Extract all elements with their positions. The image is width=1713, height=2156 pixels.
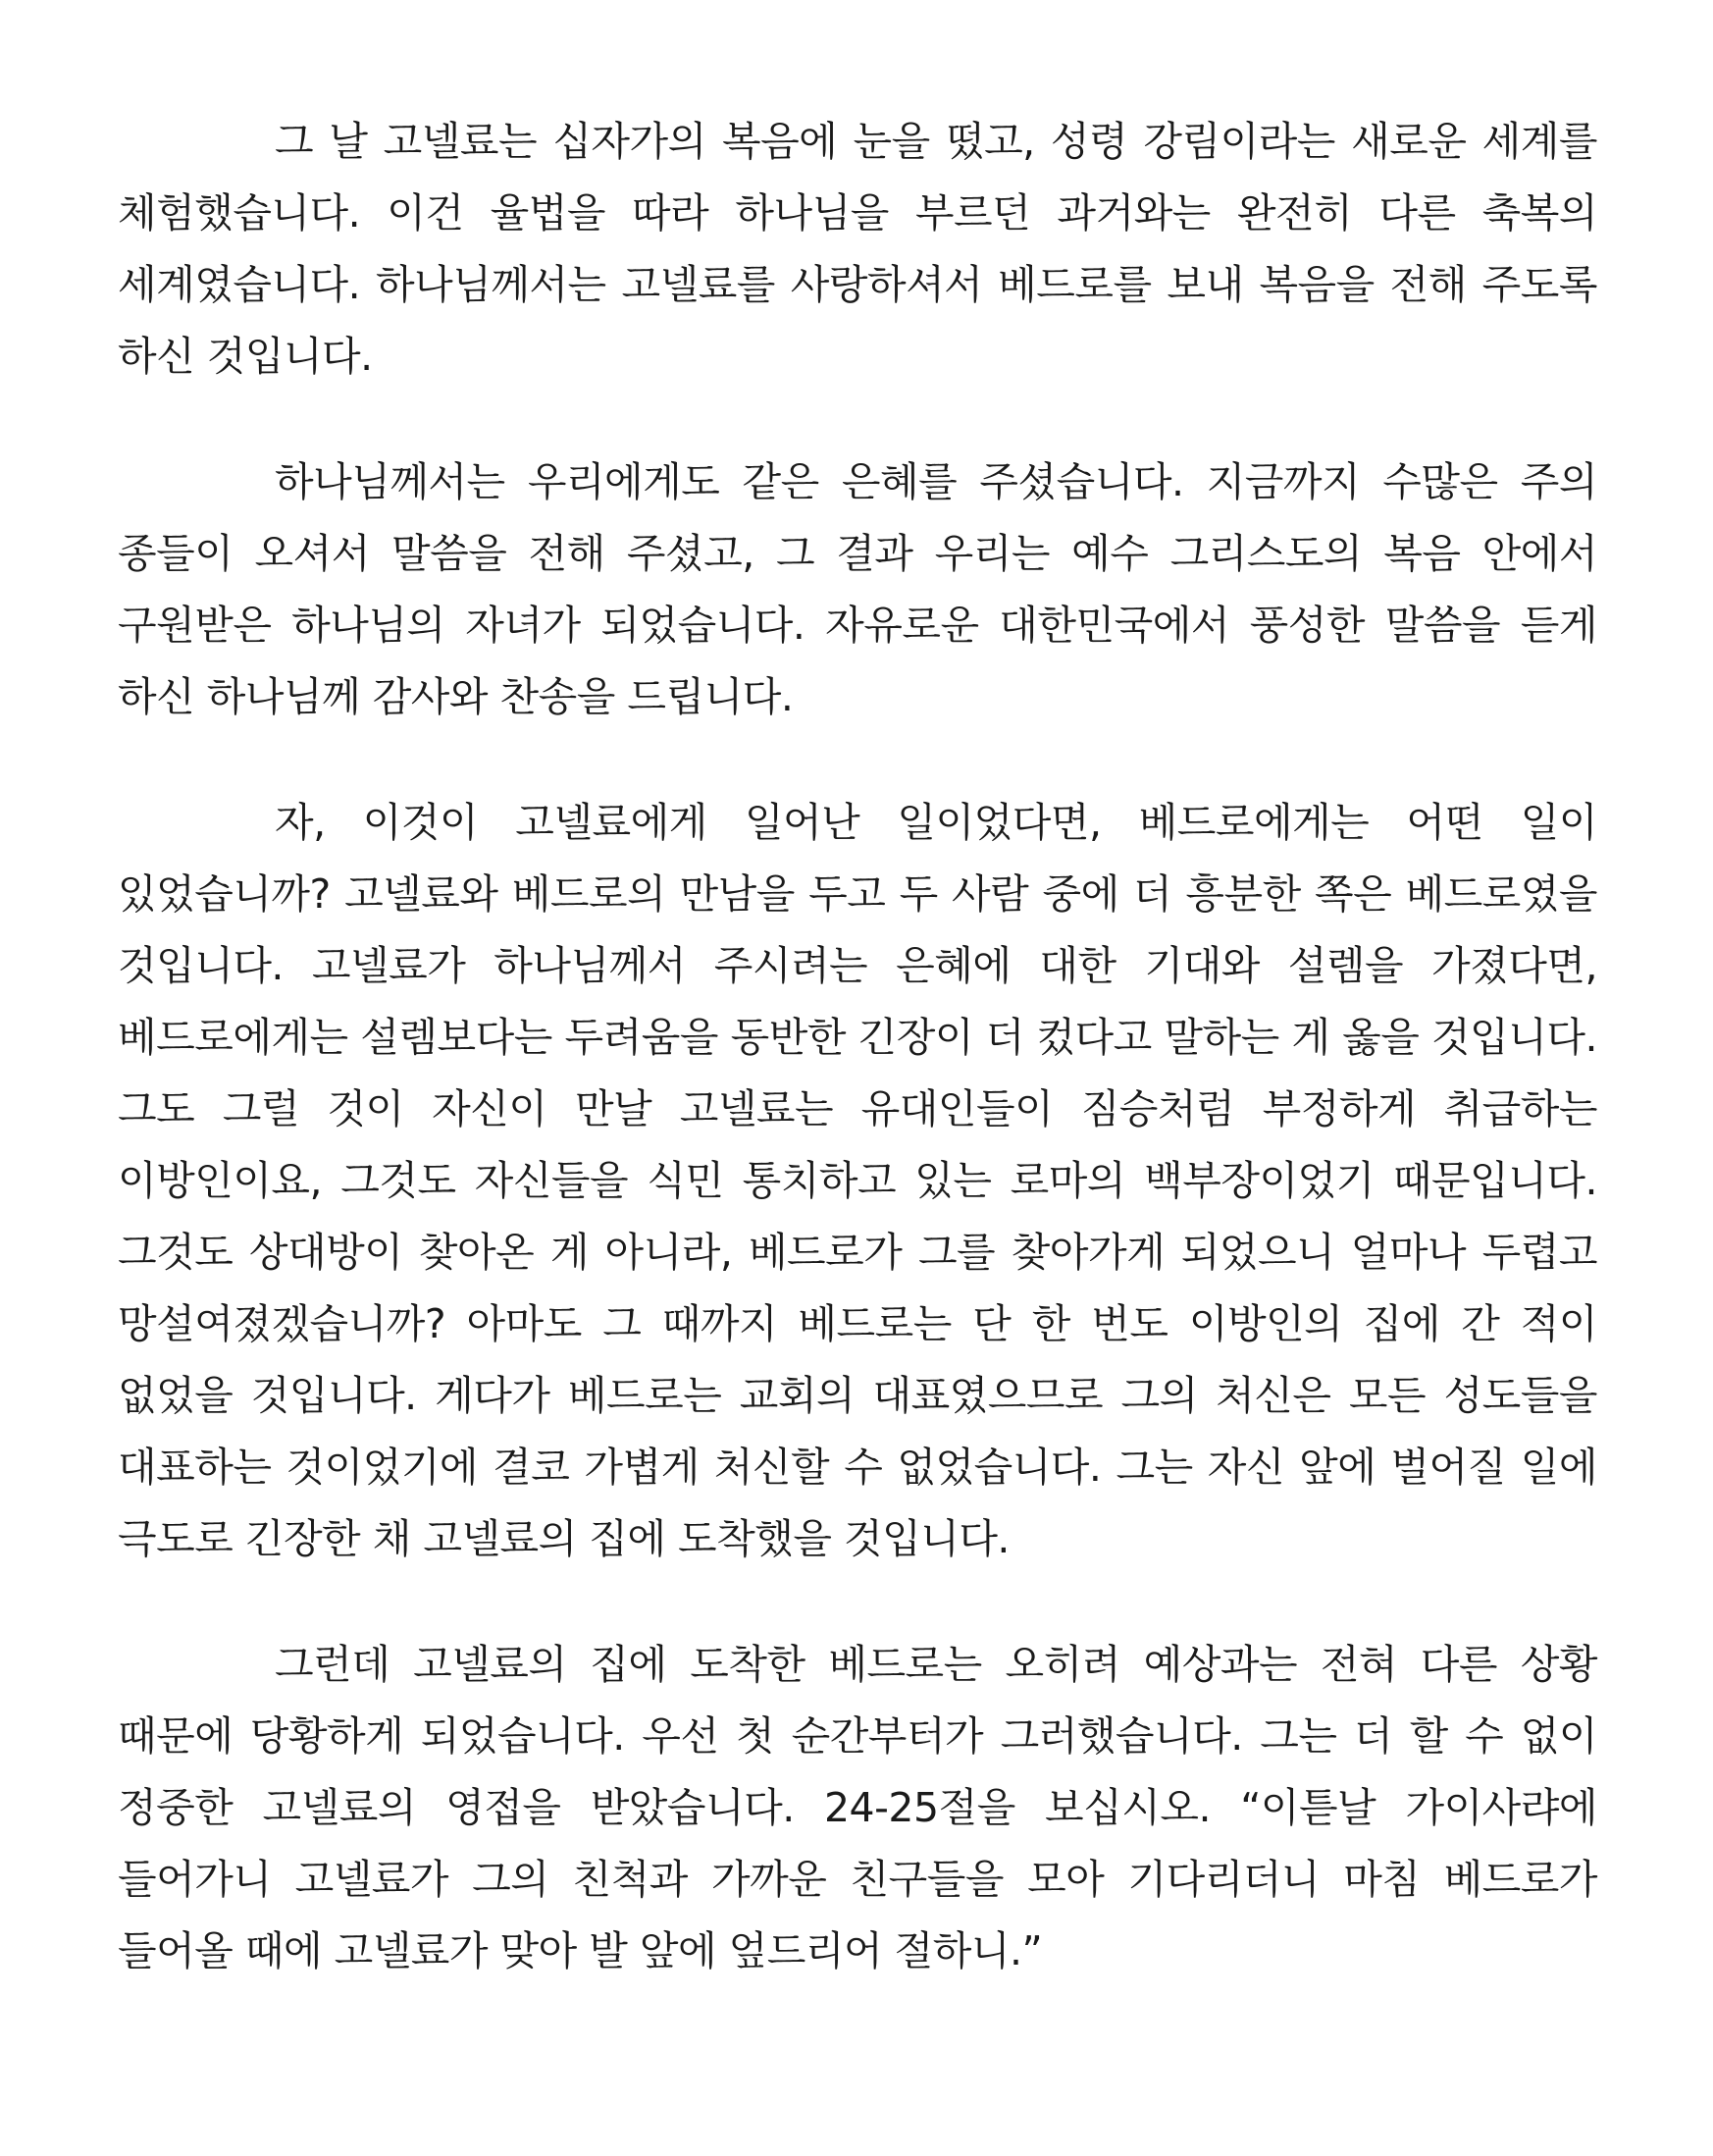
paragraph-1: 그 날 고넬료는 십자가의 복음에 눈을 떴고, 성령 강림이라는 새로운 세계를 체험했습니다. 이건 율법을 따라 하나님을 부르던 과거와는 완전히 다른 축복의 세계였습니다. 하나님께서는 고넬료를 사랑하셔서 베드로를 보내 복음을 전해 주도록 하신 것입니다. — [118, 118, 1597, 380]
paragraph-4: 그런데 고넬료의 집에 도착한 베드로는 오히려 예상과는 전혀 다른 상황 때문에 당황하게 되었습니다. 우선 첫 순간부터가 그러했습니다. 그는 더 할 수 없이 정중한 고넬료의 영접을 받았습니다. 24-25절을 보십시오. “이튿날 가이사랴에 들어가니 고넬료가 그의 친척과 가까운 친구들을 모아 기다리더니 마침 베드로가 들어올 때에 고넬료가 맞아 발 앞에 엎드리어 절하니.” — [118, 1641, 1597, 1974]
paragraph-3: 자, 이것이 고넬료에게 일어난 일이었다면, 베드로에게는 어떤 일이 있었습니까? 고넬료와 베드로의 만남을 두고 두 사람 중에 더 흥분한 쪽은 베드로였을 것입니다. 고넬료가 하나님께서 주시려는 은혜에 대한 기대와 설렘을 가졌다면, 베드로에게는 설렘보다는 두려움을 동반한 긴장이 더 컸다고 말하는 게 옳을 것입니다. 그도 그럴 것이 자신이 만날 고넬료는 유대인들이 짐승처럼 부정하게 취급하는 이방인이요, 그것도 자신들을 식민 통치하고 있는 로마의 백부장이었기 때문입니다. 그것도 상대방이 찾아온 게 아니라, 베드로가 그를 찾아가게 되었으니 얼마나 두렵고 망설여졌겠습니까? 아마도 그 때까지 베드로는 단 한 번도 이방인의 집에 간 적이 없었을 것입니다. 게다가 베드로는 교회의 대표였으므로 그의 처신은 모든 성도들을 대표하는 것이었기에 결코 가볍게 처신할 수 없었습니다. 그는 자신 앞에 벌어질 일에 극도로 긴장한 채 고넬료의 집에 도착했을 것입니다. — [118, 799, 1597, 1562]
paragraph-2: 하나님께서는 우리에게도 같은 은혜를 주셨습니다. 지금까지 수많은 주의 종들이 오셔서 말씀을 전해 주셨고, 그 결과 우리는 예수 그리스도의 복음 안에서 구원받은 하나님의 자녀가 되었습니다. 자유로운 대한민국에서 풍성한 말씀을 듣게 하신 하나님께 감사와 찬송을 드립니다. — [118, 458, 1597, 720]
document-page — [118, 106, 1597, 1987]
